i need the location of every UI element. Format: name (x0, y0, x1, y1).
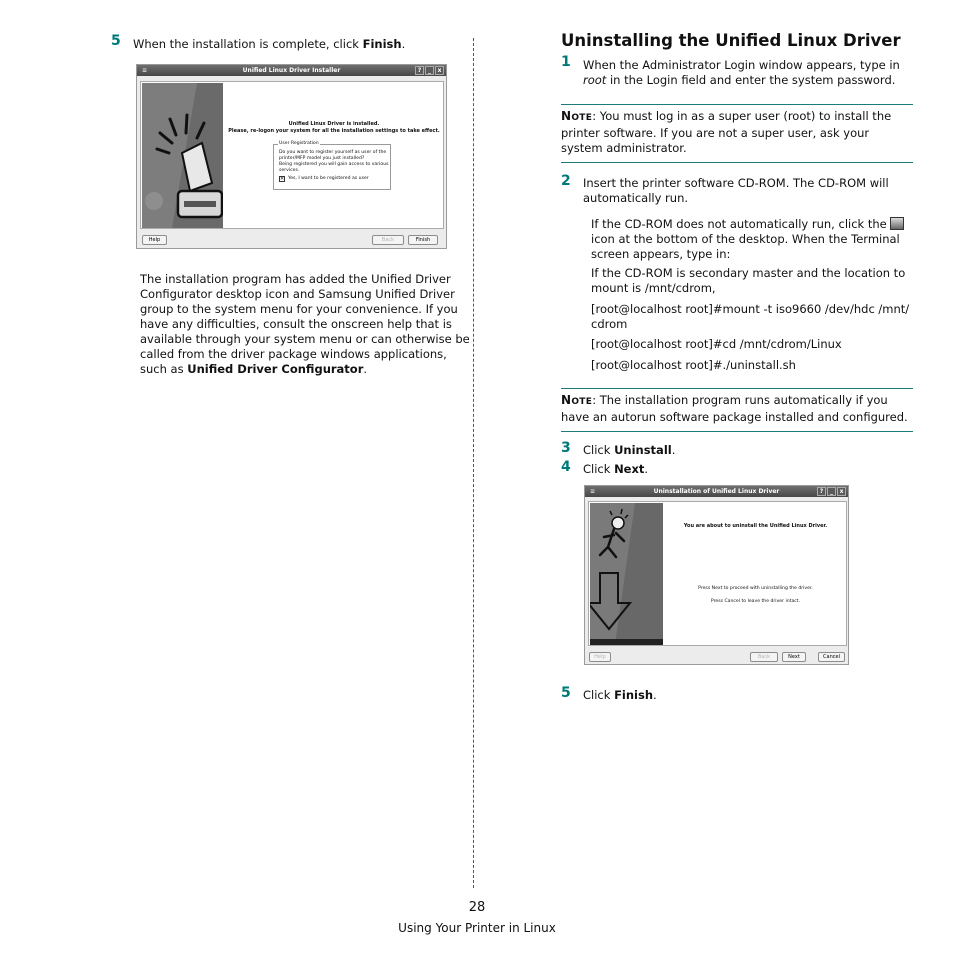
step-number: 1 (561, 54, 571, 70)
step-text: Insert the printer software CD-ROM. The CD-ROM will automatically run. (583, 176, 889, 205)
window-menu-icon: ≡ (589, 488, 596, 495)
group-label: User Registration (279, 141, 319, 146)
terminal-icon (890, 217, 904, 230)
step-number: 5 (561, 685, 571, 701)
installer-dialog-screenshot (136, 64, 447, 249)
note-text: : You must log in as a super user (root) to install the printer software. If you are not a super user, ask your system administrator. (561, 109, 892, 155)
paragraph-line: called from the driver package windows applications, (140, 347, 447, 361)
column-divider (473, 38, 474, 888)
close-button[interactable]: x (837, 487, 846, 496)
minimize-button[interactable]: _ (425, 66, 434, 75)
printer-image (142, 83, 223, 228)
dialog-content (140, 81, 444, 229)
register-checkbox[interactable]: ✕ (280, 176, 285, 182)
paragraph-line: Configurator desktop icon and Samsung Unified Driver (140, 287, 455, 301)
group-text-line: Do you want to register yourself as user of the (279, 150, 387, 155)
checkbox-label: Yes, I want to be registered as user (288, 176, 369, 181)
command-cd: [root@localhost root]#cd /mnt/cdrom/Linux (591, 337, 842, 351)
dialog-title: Unified Linux Driver Installer (242, 67, 341, 74)
step-number: 4 (561, 459, 571, 475)
installation-paragraph (140, 272, 470, 377)
command-mount: [root@localhost root]#mount -t iso9660 /dev/hdc /mnt/ cdrom (591, 302, 910, 331)
footer-section-title: Using Your Printer in Linux (398, 921, 556, 935)
note-label: NOTE (561, 109, 593, 123)
paragraph-line: available through your system menu or can otherwise be (140, 332, 470, 346)
help-button[interactable]: Help (142, 235, 167, 245)
finish-button[interactable]: Finish (408, 235, 438, 245)
paragraph-line: The installation program has added the Unified Driver (140, 272, 451, 286)
arrow-down-image (590, 503, 663, 645)
uninstall-heading: You are about to uninstall the Unified Linux Driver. (683, 523, 828, 529)
printer-illustration (142, 83, 223, 228)
cancel-button[interactable]: Cancel (818, 652, 845, 662)
back-button[interactable]: Back (750, 652, 778, 662)
step-text: Click Finish. (583, 688, 657, 702)
relogon-message: Please, re-logon your system for all the installation settings to take effect. (228, 128, 440, 134)
note-box (561, 104, 913, 163)
paragraph-line: such as Unified Driver Configurator. (140, 362, 368, 376)
step-text: Click Uninstall. (583, 443, 676, 457)
step-number: 5 (111, 33, 121, 49)
group-text-line: printer/MFP model you just installed? (279, 156, 365, 161)
note-box (561, 388, 913, 432)
dialog-titlebar (137, 65, 446, 76)
group-text-line: Being registered you will gain access to various (279, 162, 389, 167)
step-number: 2 (561, 173, 571, 189)
user-registration-group (273, 141, 391, 190)
step-text: When the Administrator Login window appears, type in root in the Login field and enter the system password. (583, 58, 900, 87)
step-number: 3 (561, 440, 571, 456)
mount-instruction: If the CD-ROM is secondary master and the location to mount is /mnt/cdrom, (591, 266, 906, 295)
cancel-message: Press Cancel to leave the driver intact. (710, 599, 801, 604)
step-text: When the installation is complete, click Finish. (133, 37, 406, 51)
help-window-button[interactable]: ? (415, 66, 424, 75)
dialog-title: Uninstallation of Unified Linux Driver (653, 488, 780, 495)
help-button[interactable]: Help (589, 652, 611, 662)
command-uninstall: [root@localhost root]#./uninstall.sh (591, 358, 796, 372)
page-number: 28 (468, 900, 486, 915)
uninstall-dialog-screenshot (584, 485, 849, 665)
window-menu-icon: ≡ (141, 67, 148, 74)
uninstall-illustration (590, 503, 663, 645)
help-window-button[interactable]: ? (817, 487, 826, 496)
install-complete-heading: Unified Linux Driver is installed. (288, 121, 380, 127)
group-text-line: services. (279, 168, 300, 173)
note-text: : The installation program runs automatically if you have an autorun software package installed and configured. (561, 393, 908, 424)
section-heading: Uninstalling the Unified Linux Driver (561, 31, 901, 50)
dialog-content (588, 501, 847, 646)
paragraph-line: have any difficulties, consult the onscreen help that is (140, 317, 452, 331)
paragraph-line: group to the system menu for your convenience. If you (140, 302, 458, 316)
step-text: Click Next. (583, 462, 649, 476)
next-button[interactable]: Next (782, 652, 806, 662)
cdrom-instruction: If the CD-ROM does not automatically run, click the icon at the bottom of the desktop. When the Terminal screen appears, type in: (591, 217, 913, 262)
close-button[interactable]: x (435, 66, 444, 75)
back-button[interactable]: Back (372, 235, 404, 245)
note-label: NOTE (561, 393, 593, 407)
dialog-titlebar (585, 486, 848, 497)
proceed-message: Press Next to proceed with uninstalling the driver. (698, 586, 813, 591)
minimize-button[interactable]: _ (827, 487, 836, 496)
